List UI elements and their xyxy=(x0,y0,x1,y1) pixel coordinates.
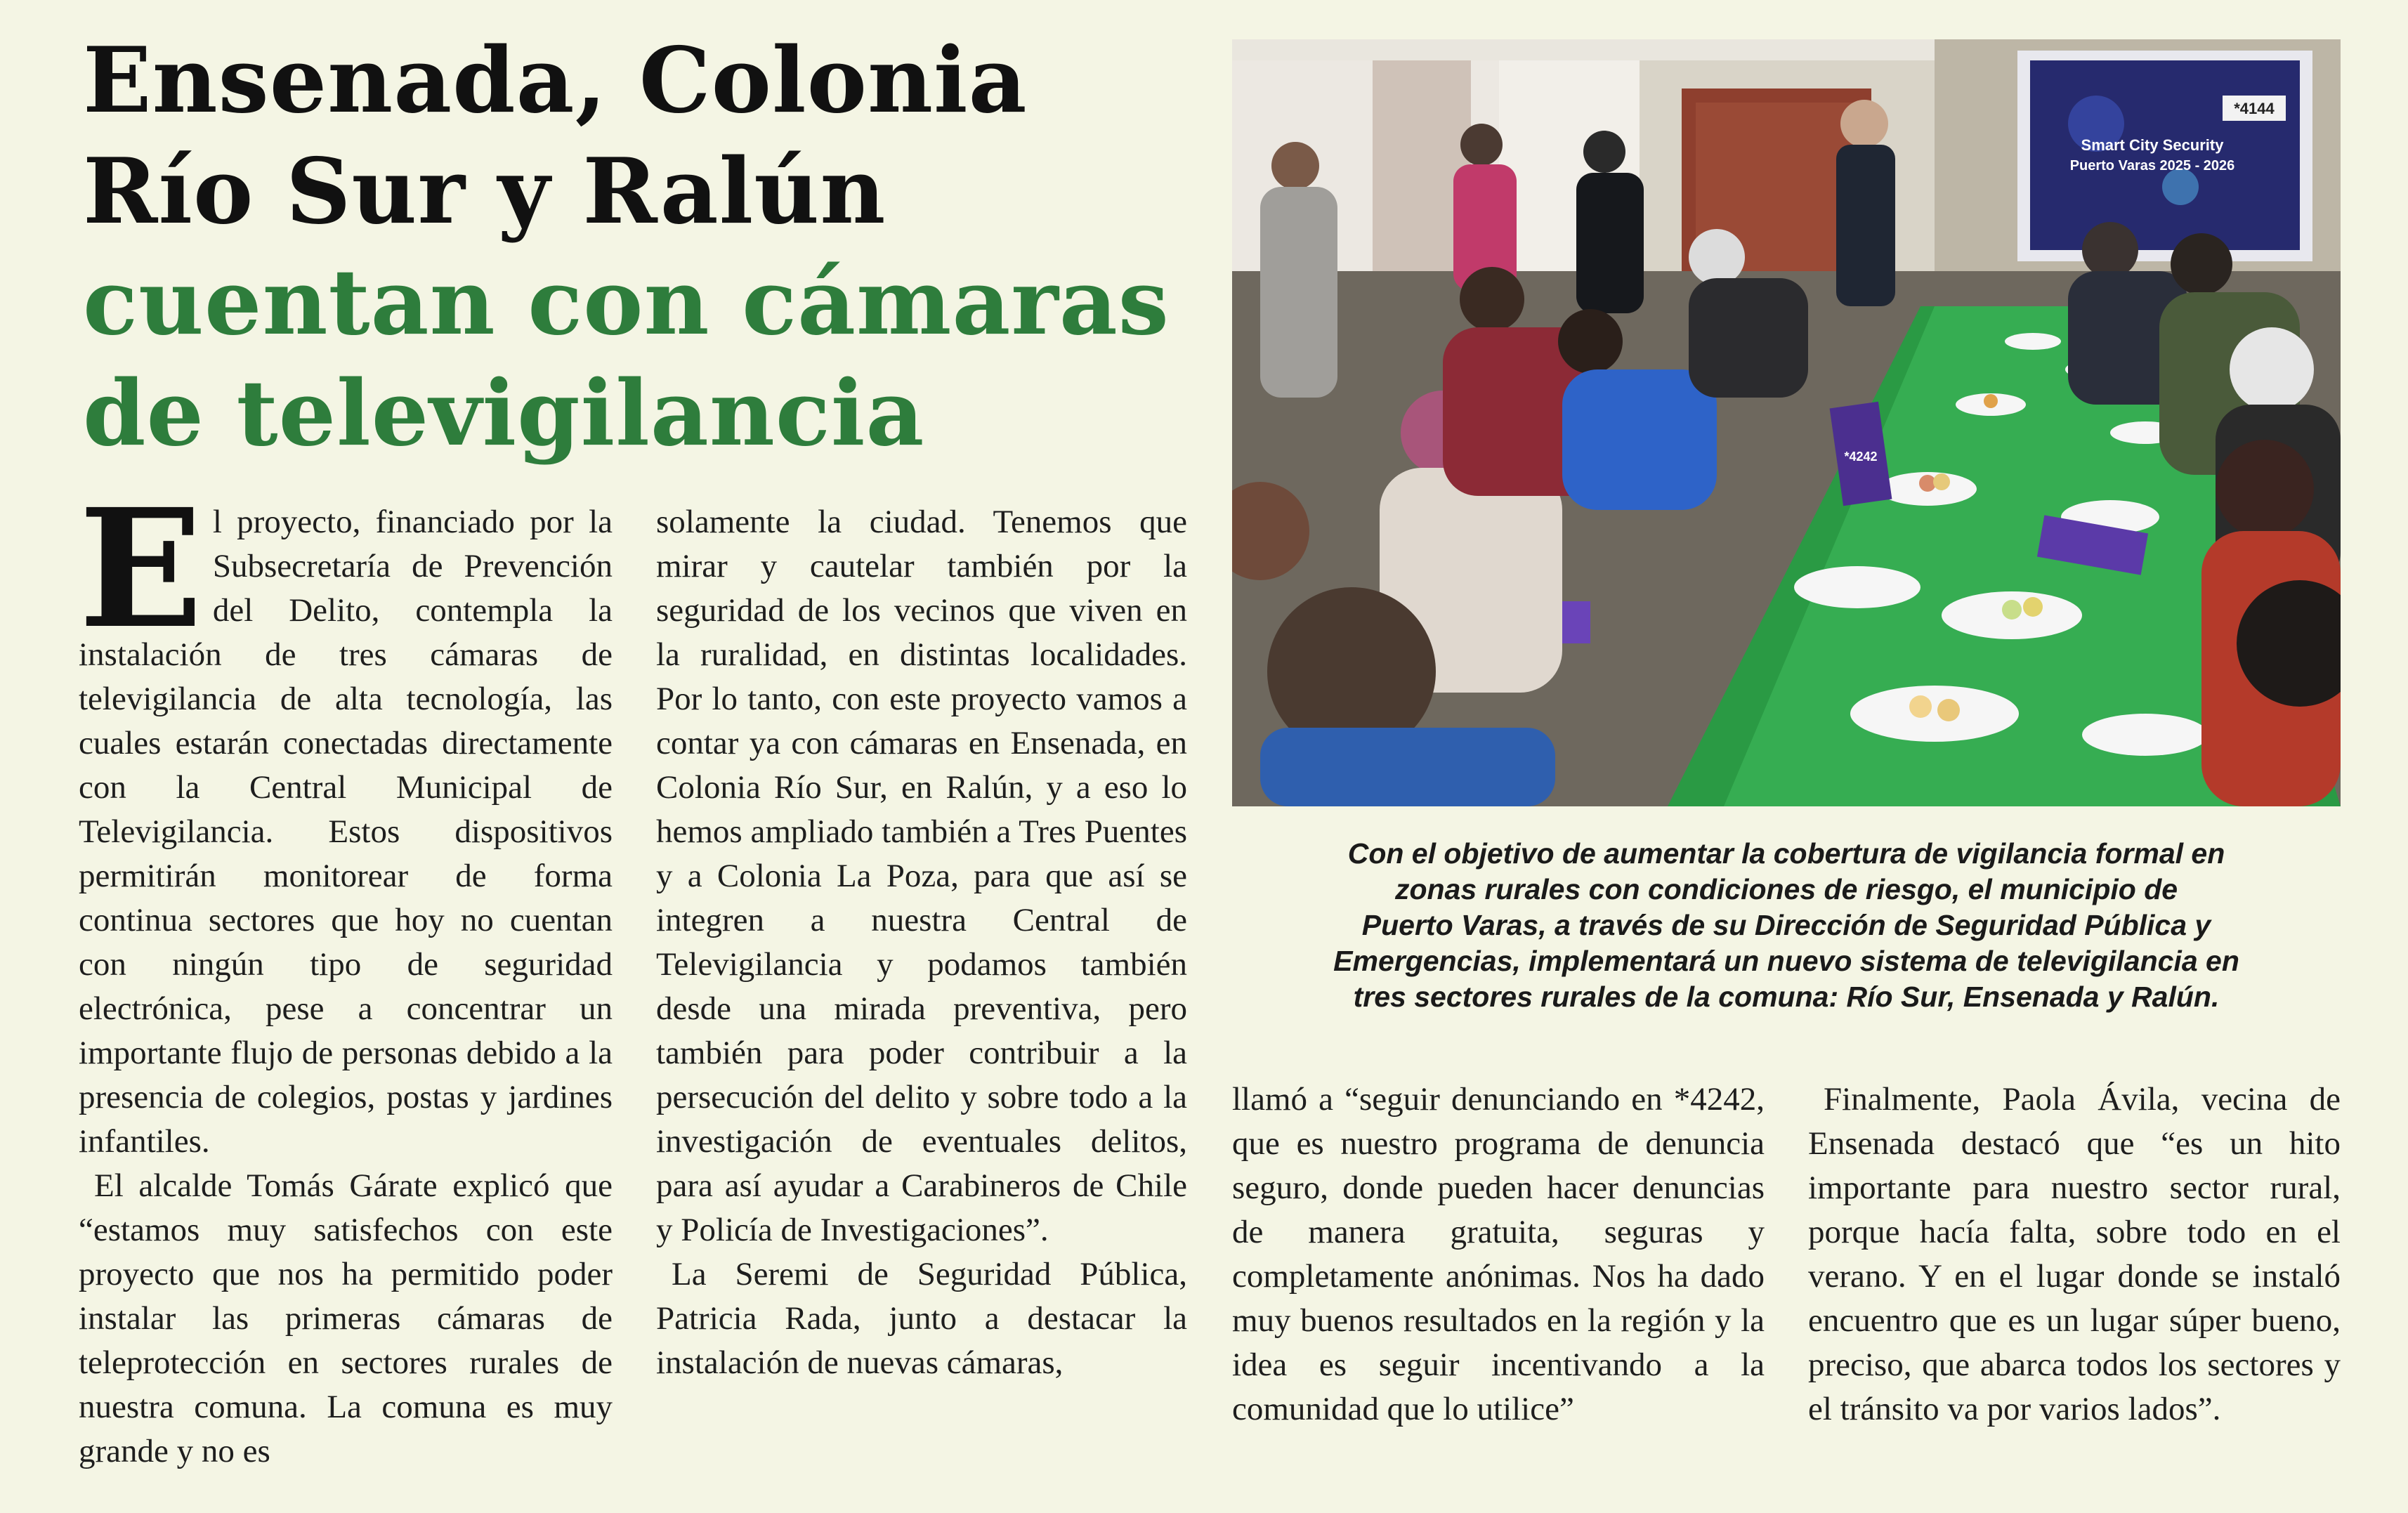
article-column-1 xyxy=(79,473,613,1474)
article-paragraph: La Seremi de Seguridad Pública, Patricia Rada, junto a destacar la instalación de nuevas cámaras, xyxy=(656,1256,1187,1381)
flyer-code: *4242 xyxy=(1844,450,1878,464)
article-column-3 xyxy=(1232,1078,1765,1432)
screen-code: *4144 xyxy=(2234,100,2275,117)
headline-line-2: Río Sur y Ralún xyxy=(83,139,886,244)
meeting-photo-illustration xyxy=(1232,39,2341,806)
article-paragraph: Finalmente, Paola Ávila, vecina de Ensenada destacó que “es un hito importante para nuestro sector rural, porque hacía falta, sobre todo en el verano. Y en el lugar donde se instaló encuentro que es un lugar súper bueno, preciso, que abarca todos los sectores y el tránsito va por varios lados”. xyxy=(1808,1081,2341,1427)
article-paragraph: El alcalde Tomás Gárate explicó que “estamos muy satisfechos con este proyecto que nos ha permitido poder instalar las primeras cámaras de teleprotección en sectores rurales de nuestra comuna. La comuna es muy grande y no es xyxy=(79,1167,613,1469)
caption-line: Puerto Varas, a través de su Dirección de Seguridad Pública y xyxy=(1361,909,2211,941)
headline xyxy=(83,25,1207,469)
article-paragraph xyxy=(79,473,613,1164)
paragraph-text: l proyecto, financiado por la Subsecretaría de Prevención del Delito, contempla la instalación de tres cámaras de televigilancia de alta tecnología, las cuales estarán conectadas directamente con la Central Municipal de Televigilancia. Estos dispositivos permitirán monitorear de forma continua sectores que hoy no cuentan con ningún tipo de seguridad electrónica, pese a concentrar un importante flujo de personas debido a la presencia de colegios, postas y jardines infantiles. xyxy=(79,504,613,1160)
caption-line: Emergencias, implementará un nuevo sistema de televigilancia en xyxy=(1333,945,2239,977)
headline-line-4: de televigilancia xyxy=(83,361,925,466)
caption-line: zonas rurales con condiciones de riesgo, el municipio de xyxy=(1394,873,2178,905)
drop-cap: E xyxy=(79,473,203,664)
article-paragraph: solamente la ciudad. Tenemos que mirar y cautelar también por la seguridad de los vecinos que viven en la ruralidad, en distintas localidades. Por lo tanto, con este proyecto vamos a contar ya con cámaras en Ensenada, en Colonia Río Sur, en Ralún, y a eso lo hemos ampliado también a Tres Puentes y a Colonia La Poza, para que así se integren a nuestra Central de Televigilancia y podamos también desde una mirada preventiva, pero también para poder contribuir a la persecución del delito y sobre todo a la investigación de eventuales delitos, para así ayudar a Carabineros de Chile y Policía de Investigaciones”. xyxy=(656,504,1187,1248)
meeting-photo xyxy=(1232,39,2341,806)
photo-caption xyxy=(1232,836,2341,1015)
headline-line-3: cuentan con cámaras xyxy=(83,250,1170,355)
screen-title-line-2: Puerto Varas 2025 - 2026 xyxy=(2069,158,2235,173)
caption-line: Con el objetivo de aumentar la cobertura de vigilancia formal en xyxy=(1347,837,2225,870)
article-paragraph: llamó a “seguir denunciando en *4242, que es nuestro programa de denuncia seguro, donde pueden hacer denuncias de manera gratuita, seguras y completamente anónimas. Nos ha dado muy buenos resultados en la región y la idea es seguir incentivando a la comunidad que lo utilice” xyxy=(1232,1081,1765,1427)
article-column-4 xyxy=(1808,1078,2341,1432)
article-column-2 xyxy=(656,500,1187,1385)
caption-line: tres sectores rurales de la comuna: Río Sur, Ensenada y Ralún. xyxy=(1353,981,2220,1013)
headline-line-1: Ensenada, Colonia xyxy=(83,28,1028,133)
screen-title-line-1: Smart City Security xyxy=(2081,136,2224,154)
